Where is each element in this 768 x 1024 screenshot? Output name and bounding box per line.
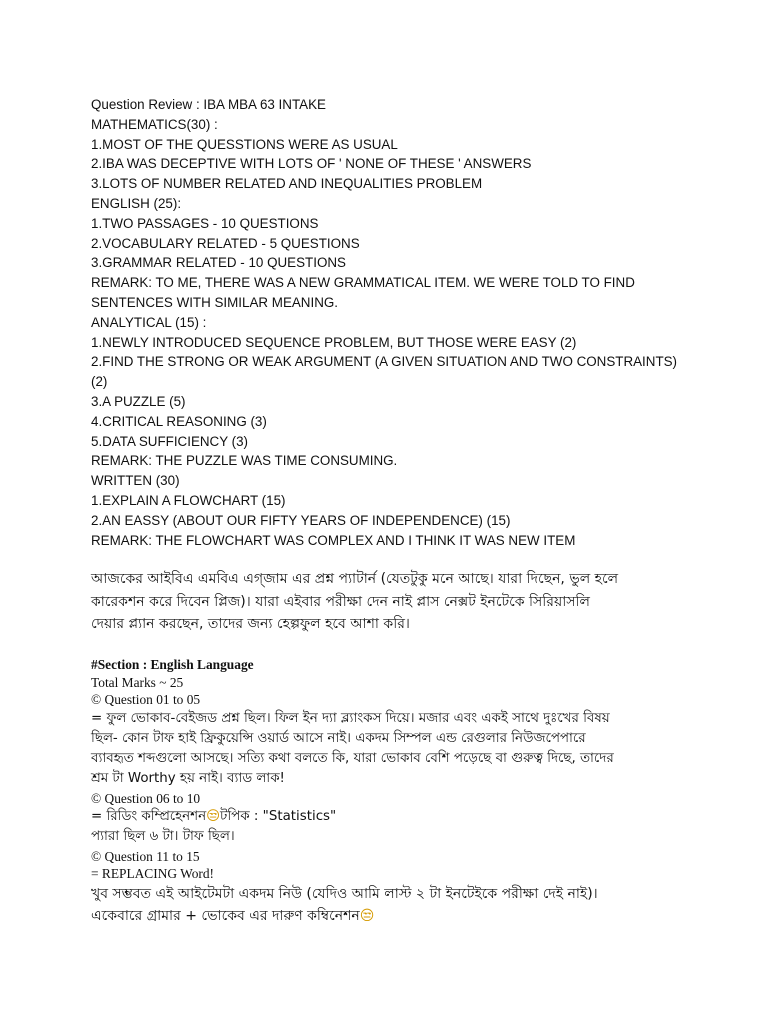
section-heading-written: WRITTEN (30) <box>91 473 180 489</box>
text-line: 2.AN EASSY (ABOUT OUR FIFTY YEARS OF INDEPENDENCE) (15) <box>91 512 511 528</box>
question-text-line: ব্যাবহৃত শব্দগুলো আসছে। সত্যি কথা বলতে কি, যারা ভোকাব বেশি পড়েছে বা গুরুত্ব দিছে, তাদের <box>91 751 614 767</box>
text-line: 1.NEWLY INTRODUCED SEQUENCE PROBLEM, BUT THOSE WERE EASY (2) <box>91 334 577 350</box>
text-line: 5.DATA SUFFICIENCY (3) <box>91 433 248 449</box>
text-line: 3.A PUZZLE (5) <box>91 393 186 409</box>
remark-line: SENTENCES WITH SIMILAR MEANING. <box>91 294 339 310</box>
question-text: একেবারে গ্রামার + ভোকেব এর দারুণ কম্বিনেশন <box>91 907 360 924</box>
text-line: (2) <box>91 374 108 390</box>
text-line: 3.LOTS OF NUMBER RELATED AND INEQUALITIES PROBLEM <box>91 176 483 192</box>
question-text: = রিডিং কম্প্রিহেনশন <box>91 809 207 825</box>
text-line: 2.IBA WAS DECEPTIVE WITH LOTS OF ' NONE OF THESE ' ANSWERS <box>91 156 532 172</box>
total-marks: Total Marks ~ 25 <box>91 674 184 690</box>
remark-line: REMARK: TO ME, THERE WAS A NEW GRAMMATICAL ITEM. WE WERE TOLD TO FIND <box>91 275 635 291</box>
intro-line: আজকের আইবিএ এমবিএ এগ্জাম এর প্রশ্ন প্যাটার্ন (যেতটুকু মনে আছে। যারা দিছেন, ভুল হলে <box>91 571 619 587</box>
section-heading: #Section : English Language <box>91 657 254 672</box>
question-text-line: শ্রম টা Worthy হয় নাই। ব্যাড লাক! <box>91 771 285 787</box>
english-section-block <box>91 656 691 927</box>
question-review-block <box>91 95 711 550</box>
question-text-line <box>91 807 691 827</box>
question-text-line: প্যারা ছিল ৬ টা। টাফ ছিল। <box>91 829 235 845</box>
text-line: 1.TWO PASSAGES - 10 QUESTIONS <box>91 215 319 231</box>
unamused-face-icon: 😒 <box>359 907 375 924</box>
topic-text: টপিক : "Statistics" <box>220 809 337 825</box>
intro-line: দেয়ার প্ল্যান করছেন, তাদের জন্য হেল্পফুল হবে আশা করি। <box>91 616 410 632</box>
question-text-line: = REPLACING Word! <box>91 866 215 882</box>
section-heading-analytical: ANALYTICAL (15) : <box>91 314 207 330</box>
remark-line: REMARK: THE FLOWCHART WAS COMPLEX AND I THINK IT WAS NEW ITEM <box>91 532 576 548</box>
text-line: 2.FIND THE STRONG OR WEAK ARGUMENT (A GIVEN SITUATION AND TWO CONSTRAINTS) <box>91 354 678 370</box>
text-line: 4.CRITICAL REASONING (3) <box>91 413 267 429</box>
question-text-line: খুব সম্ভবত এই আইটেমটা একদম নিউ (যেদিও আমি লাস্ট ২ টা ইনটেইকে পরীক্ষা দেই নাই)। <box>91 885 598 902</box>
text-line: 1.MOST OF THE QUESSTIONS WERE AS USUAL <box>91 136 398 152</box>
unamused-face-icon: 😒 <box>206 809 221 825</box>
question-text-line <box>91 905 691 927</box>
question-text-line: ছিল- কোন টাফ হাই ফ্রিকুয়েন্সি ওয়ার্ড আসে নাই। একদম সিম্পল এন্ড রেগুলার নিউজপেপারে <box>91 730 586 746</box>
text-line: 3.GRAMMAR RELATED - 10 QUESTIONS <box>91 255 346 271</box>
question-label: © Question 01 to 05 <box>91 692 201 708</box>
text-line: 2.VOCABULARY RELATED - 5 QUESTIONS <box>91 235 360 251</box>
section-heading-math: MATHEMATICS(30) : <box>91 116 218 132</box>
section-heading-english: ENGLISH (25): <box>91 195 182 211</box>
question-label: © Question 06 to 10 <box>91 790 201 806</box>
intro-line: কারেকশন করে দিবেন প্লিজ)। যারা এইবার পরীক্ষা দেন নাই প্লাস নেক্সট ইনটেকে সিরিয়াসলি <box>91 593 590 610</box>
text-line: 1.EXPLAIN A FLOWCHART (15) <box>91 492 286 508</box>
review-title: Question Review : IBA MBA 63 INTAKE <box>91 97 326 112</box>
question-text-line: = ফুল ভোকাব-বেইজড প্রশ্ন ছিল। ফিল ইন দ্যা ব্ল্যাংকস দিয়ে। মজার এবং একই সাথে দুঃখের বিষয় <box>91 710 610 726</box>
bangla-intro-paragraph <box>91 568 691 636</box>
question-label: © Question 11 to 15 <box>91 848 200 864</box>
remark-line: REMARK: THE PUZZLE WAS TIME CONSUMING. <box>91 453 398 469</box>
